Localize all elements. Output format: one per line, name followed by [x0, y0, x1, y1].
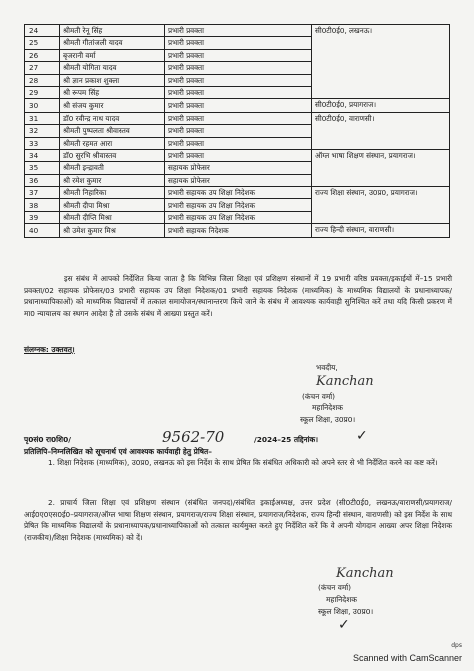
serial-number-cell: 36 — [25, 174, 60, 186]
copy-signature-office: स्कूल शिक्षा, उ0प्र0। — [318, 607, 374, 616]
name-cell: श्री संजय कुमार — [60, 99, 165, 112]
office-cell: सी0टी0ई0, प्रयागराज। — [312, 99, 450, 112]
copy-tick-mark-icon: ✓ — [338, 617, 350, 633]
serial-number-cell: 25 — [25, 37, 60, 49]
designation-cell: प्रभारी प्रवक्ता — [165, 37, 312, 49]
office-cell: राज्य हिन्दी संस्थान, वाराणसी। — [312, 224, 450, 237]
serial-number-cell: 30 — [25, 99, 60, 112]
designation-cell: प्रभारी प्रवक्ता — [165, 112, 312, 124]
name-cell: श्रीमती रहमत आरा — [60, 137, 165, 149]
name-cell: श्रीमती निहारिका — [60, 187, 165, 199]
handwritten-number: 9562-70 — [162, 428, 225, 446]
serial-number-cell: 35 — [25, 162, 60, 174]
serial-number-cell: 32 — [25, 125, 60, 137]
serial-number-cell: 28 — [25, 74, 60, 86]
designation-cell: प्रभारी प्रवक्ता — [165, 49, 312, 61]
signature-office: स्कूल शिक्षा, उ0प्र0। — [300, 415, 356, 424]
table-row — [25, 149, 450, 161]
serial-number-cell: 27 — [25, 62, 60, 74]
name-cell: बृजरानी वर्मा — [60, 49, 165, 61]
designation-cell: प्रभारी सहायक उप शिक्षा निदेशक — [165, 199, 312, 211]
name-cell: श्री रमेश कुमार — [60, 174, 165, 186]
name-cell: श्री उमेश कुमार मिश्र — [60, 224, 165, 237]
name-cell: श्री ज्ञान प्रकाश शुक्ला — [60, 74, 165, 86]
designation-cell: प्रभारी प्रवक्ता — [165, 137, 312, 149]
designation-cell: सहायक प्रोफेसर — [165, 162, 312, 174]
copy-signature-name: (कंचन वर्मा) — [318, 583, 352, 592]
designation-cell: प्रभारी सहायक निदेशक — [165, 224, 312, 237]
copy-signature-mark: Kanchan — [336, 566, 394, 581]
copy-item-1: 1. शिक्षा निदेशक (माध्यमिक), उ0प्र0, लखनऊ को इस निर्देश के साथ प्रेषित कि संबंधित अधिकारी को अपने स्तर से भी निर्देशित करने का कष्ट करें। — [48, 458, 438, 467]
serial-number-cell: 29 — [25, 86, 60, 98]
name-cell: श्री रूपम सिंह — [60, 86, 165, 98]
serial-number-cell: 39 — [25, 211, 60, 223]
yours-faithfully: भवदीय, — [316, 363, 338, 372]
designation-cell: प्रभारी प्रवक्ता — [165, 125, 312, 137]
designation-cell: प्रभारी प्रवक्ता — [165, 86, 312, 98]
enclosure-label: संलग्नक: उक्तवत्। — [24, 345, 75, 354]
serial-number-cell: 38 — [25, 199, 60, 211]
serial-number-cell: 40 — [25, 224, 60, 237]
dps-tag: dps — [451, 642, 462, 649]
serial-number-cell: 37 — [25, 187, 60, 199]
designation-cell: प्रभारी प्रवक्ता — [165, 74, 312, 86]
table-row — [25, 224, 450, 237]
name-cell: डॉ0 सुरभि श्रीवास्तव — [60, 149, 165, 161]
main-paragraph: इस संबंध में आपको निर्देशित किया जाता है कि विभिन्न जिला शिक्षा एवं प्रशिक्षण संस्थानों में 19 प्रभारी वरिष्ठ प्रवक्ता/इकाईयों में–15 प्रभारी प्रवक्ता/02 सहायक प्रोफेसर/03 प्रभारी सहायक उप शिक्षा निदेशक/01 प्रभारी सहायक निदेशक (माध्यमिक) के माध्यमिक विद्यालयों के प्रधानाध्यापक/प्रधानाध्यापिकाओं) को माध्यमिक विद्यालयों में तत्काल समायोजन/स्थानान्तरण किये जाने के संबंध में आवश्यक कार्यवाही सुनिश्चित करें तथा यदि किसी प्रकरण में मा0 न्यायालय का स्थगन आदेश है तो उसके संबंध में आख्या प्रस्तुत करें। — [24, 274, 452, 318]
serial-number-cell: 33 — [25, 137, 60, 149]
copy-signature-title: महानिदेशक — [326, 595, 357, 604]
table-row — [25, 99, 450, 112]
designation-cell: प्रभारी सहायक उप शिक्षा निदेशक — [165, 211, 312, 223]
office-cell: सी0टी0ई0, लखनऊ। — [312, 25, 450, 99]
table-row — [25, 25, 450, 37]
serial-number-cell: 34 — [25, 149, 60, 161]
name-cell: श्रीमती योगिता यादव — [60, 62, 165, 74]
name-cell: श्रीमती गीतांजली यादव — [60, 37, 165, 49]
serial-number-cell: 24 — [25, 25, 60, 37]
signature-title: महानिदेशक — [312, 403, 343, 412]
name-cell: श्रीमती पुष्पलता श्रीवास्तव — [60, 125, 165, 137]
name-cell: श्रीमती दीपा मिश्रा — [60, 199, 165, 211]
tick-mark-icon: ✓ — [356, 428, 368, 444]
copy-item-2: 2. प्राचार्य जिला शिक्षा एवं प्रशिक्षण संस्थान (संबंधित जनपद)/संबंधित इकाईअध्यक्ष, उत्तर प्रदेश (सी0टी0ई0, लखनऊ/वाराणसी/प्रयागराज/आई0ए0एस0ई0–प्रयागराज/ऑग्ल भाषा शिक्षण संस्थान, प्रयागराज/राज्य शिक्षा संस्थान, प्रयागराज/निदेशक, राज्य हिन्दी संस्थान, वाराणसी) को इस निर्देश के साथ प्रेषित कि माध्यमिक विद्यालयों के प्रधानाध्यापक/प्रधानाध्यापिकाओं को तत्काल कार्यमुक्त करते हुए निर्देशित करें कि वे अपनी योगदान आख्या अपर शिक्षा निदेशक (राजकीय)/शिक्षा निदेशक (माध्यमिक) को दें। — [24, 498, 452, 542]
designation-cell: प्रभारी सहायक उप शिक्षा निदेशक — [165, 187, 312, 199]
reference-label: पृ0सं0 रा0शि0/ — [24, 435, 71, 444]
office-cell: राज्य शिक्षा संस्थान, उ0प्र0, प्रयागराज। — [312, 187, 450, 224]
designation-cell: प्रभारी प्रवक्ता — [165, 99, 312, 112]
table-row — [25, 112, 450, 124]
serial-number-cell: 31 — [25, 112, 60, 124]
name-cell: श्रीमती इन्द्रावती — [60, 162, 165, 174]
serial-number-cell: 26 — [25, 49, 60, 61]
office-cell: सी0टी0ई0, वाराणसी। — [312, 112, 450, 149]
designation-cell: प्रभारी प्रवक्ता — [165, 62, 312, 74]
staff-table — [24, 24, 450, 238]
name-cell: श्रीमती दीप्ति मिश्रा — [60, 211, 165, 223]
copy-intro: प्रतिलिपि–निम्नलिखित को सूचनार्थ एवं आवश्यक कार्यवाही हेतु प्रेषित– — [24, 447, 212, 456]
table-row — [25, 187, 450, 199]
signature-mark: Kanchan — [316, 374, 374, 389]
signature-name: (कंचन वर्मा) — [302, 392, 336, 401]
name-cell: श्रीमती रेनू सिंह — [60, 25, 165, 37]
reference-year-date: /2024–25 तद्दिनांक। — [254, 435, 319, 444]
designation-cell: सहायक प्रोफेसर — [165, 174, 312, 186]
name-cell: डॉ0 रवीन्द्र नाथ यादव — [60, 112, 165, 124]
office-cell: ऑग्ल भाषा शिक्षण संस्थान, प्रयागराज। — [312, 149, 450, 186]
scanner-watermark: Scanned with CamScanner — [352, 653, 462, 663]
designation-cell: प्रभारी प्रवक्ता — [165, 25, 312, 37]
designation-cell: प्रभारी प्रवक्ता — [165, 149, 312, 161]
